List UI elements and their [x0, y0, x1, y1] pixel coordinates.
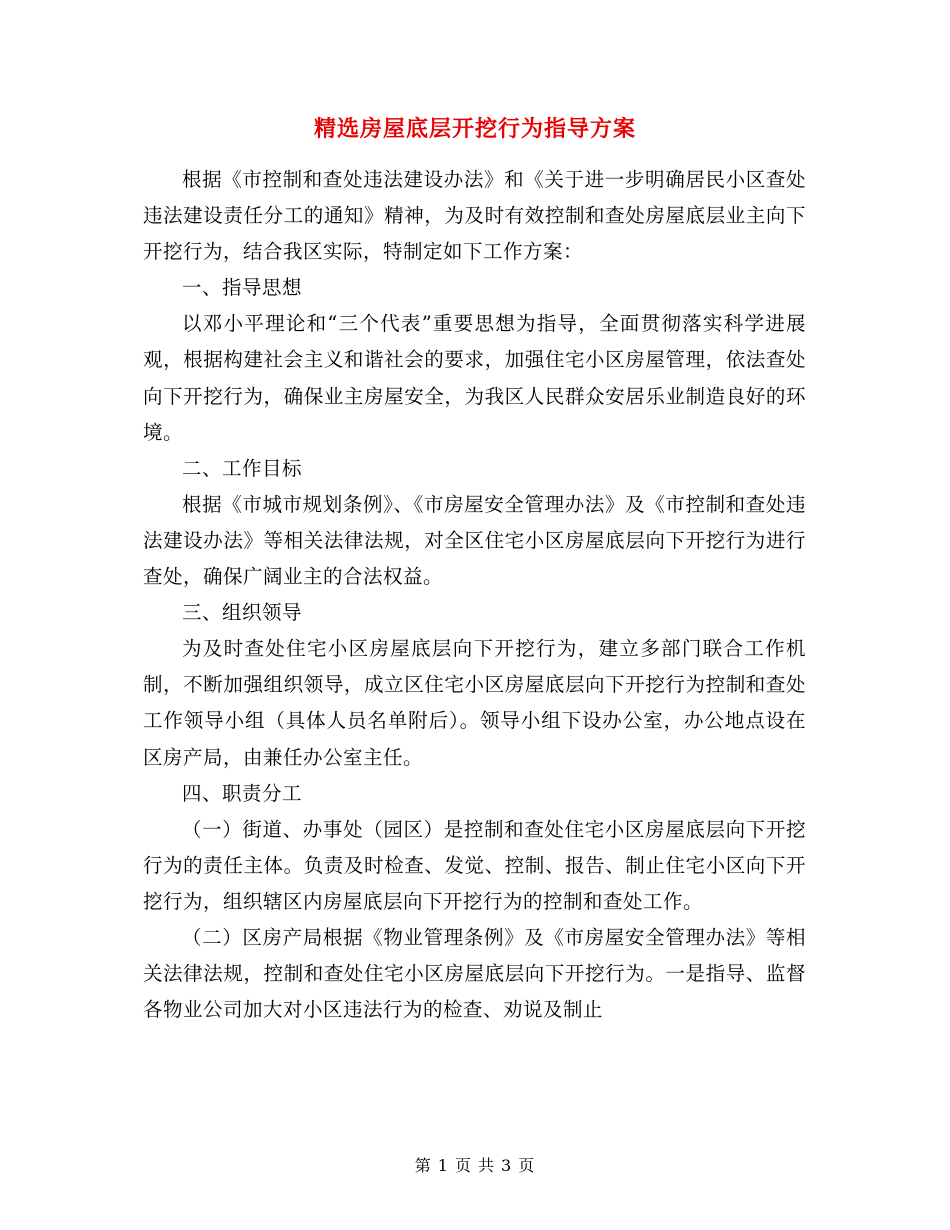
paragraph-responsibility-1: （一）街道、办事处（园区）是控制和查处住宅小区房屋底层向下开挖行为的责任主体。负责及时检查、发觉、控制、报告、制止住宅小区向下开挖行为，组织辖区内房屋底层向下开挖行为的控制和查处工作。	[143, 817, 806, 913]
document-title: 精选房屋底层开挖行为指导方案	[313, 116, 636, 142]
document-body	[143, 162, 806, 1028]
page-footer	[0, 1153, 950, 1176]
paragraph-organization: 为及时查处住宅小区房屋底层向下开挖行为，建立多部门联合工作机制，不断加强组织领导，成立区住宅小区房屋底层向下开挖行为控制和查处工作领导小组（具体人员名单附后）。领导小组下设办公室，办公地点设在区房产局，由兼任办公室主任。	[143, 637, 806, 769]
paragraph-work-goals: 根据《市城市规划条例》、《市房屋安全管理办法》及《市控制和查处违法建设办法》等相关法律法规，对全区住宅小区房屋底层向下开挖行为进行查处，确保广阔业主的合法权益。	[143, 492, 806, 589]
footer-prefix: 第	[414, 1156, 432, 1175]
footer-middle: 页 共	[454, 1156, 496, 1175]
section-heading-responsibilities: 四、职责分工	[182, 781, 303, 805]
section-heading-organization: 三、组织领导	[182, 601, 303, 625]
section-heading-guiding-ideology: 一、指导思想	[182, 276, 303, 300]
paragraph-guiding-ideology: 以邓小平理论和“三个代表”重要思想为指导，全面贯彻落实科学进展观，根据构建社会主义和谐社会的要求，加强住宅小区房屋管理，依法查处向下开挖行为，确保业主房屋安全，为我区人民群众安居乐业制造良好的环境。	[143, 312, 806, 444]
footer-total-pages: 3	[501, 1156, 513, 1175]
paragraph-intro: 根据《市控制和查处违法建设办法》和《关于进一步明确居民小区查处违法建设责任分工的通知》精神，为及时有效控制和查处房屋底层业主向下开挖行为，结合我区实际，特制定如下工作方案：	[143, 168, 806, 264]
section-heading-work-goals: 二、工作目标	[182, 456, 303, 480]
paragraph-responsibility-2: （二）区房产局根据《物业管理条例》及《市房屋安全管理办法》等相关法律法规，控制和查处住宅小区房屋底层向下开挖行为。一是指导、监督各物业公司加大对小区违法行为的检查、劝说及制止	[143, 925, 806, 1022]
footer-suffix: 页	[518, 1156, 536, 1175]
footer-current-page: 1	[437, 1156, 449, 1175]
